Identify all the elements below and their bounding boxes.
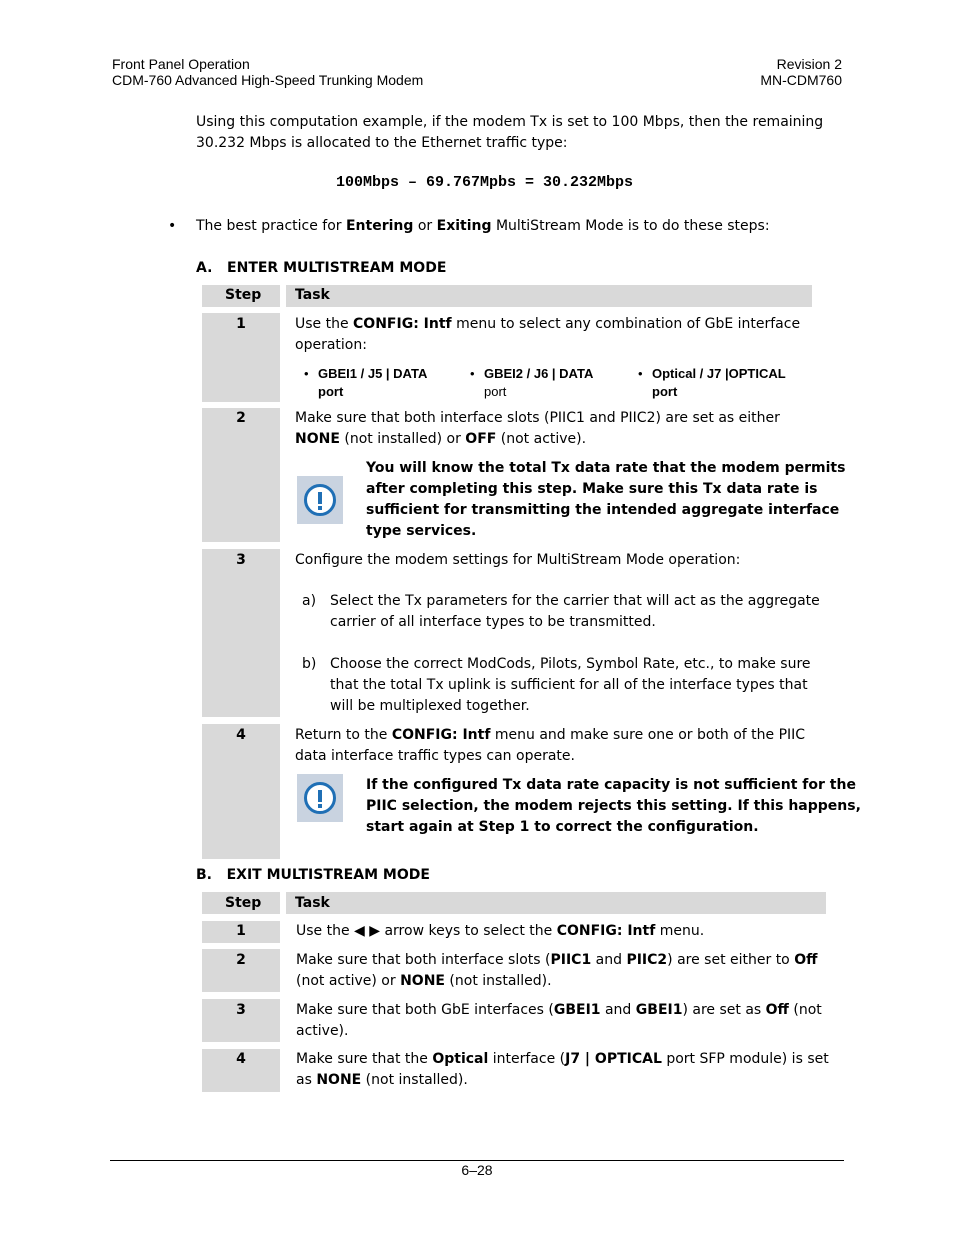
b-step2-line1	[296, 950, 817, 971]
b-step2-piic2: PIIC2	[626, 952, 668, 968]
b-step1-text: arrow keys to select the	[380, 923, 557, 939]
a-step3-intro: Configure the modem settings for MultiStream Mode operation:	[295, 552, 741, 568]
a-step1-text: Use the	[295, 316, 354, 332]
footer-divider	[110, 1160, 844, 1161]
b-step4-text: interface (	[488, 1051, 566, 1067]
a-step2-text: (not active).	[496, 431, 587, 447]
b-step4-text: as	[296, 1072, 317, 1088]
left-right-arrow-icon: ◀ ▶	[354, 923, 381, 939]
a-step2-line2	[295, 429, 586, 450]
table-a-step-num-3: 3	[236, 552, 246, 568]
bullet-glyph: •	[470, 366, 475, 381]
a-step2-note-line4: type services.	[366, 523, 477, 539]
b-step3-text: Make sure that both GbE interfaces (	[296, 1002, 554, 1018]
table-b-step-num-2: 2	[236, 952, 246, 968]
header-right-line2: MN-CDM760	[760, 72, 842, 88]
b-step4-line2	[296, 1070, 468, 1091]
a-step4-line2: data interface traffic types can operate.	[295, 748, 575, 764]
port-item-optical	[638, 365, 786, 401]
b-step2-text: and	[591, 952, 627, 968]
a-step4-text: Return to the	[295, 727, 392, 743]
header-left-line1: Front Panel Operation	[112, 56, 250, 72]
rate-equation: 100Mbps – 69.767Mpbs = 30.232Mbps	[336, 174, 634, 191]
bullet-text: MultiStream Mode is to do these steps:	[491, 218, 770, 234]
b-step3-off: Off	[765, 1002, 789, 1018]
b-step3-gbei1-second: GBEI1	[635, 1002, 683, 1018]
bullet-glyph: •	[638, 366, 643, 381]
table-b-task-header: Task	[295, 895, 330, 911]
b-step2-line2	[296, 971, 552, 992]
b-step1-text: menu.	[655, 923, 705, 939]
a-step3-b-line1: Choose the correct ModCods, Pilots, Symbol Rate, etc., to make sure	[330, 656, 811, 672]
table-a-step-cell-3	[202, 549, 280, 717]
port-gbei1-suffix: port	[318, 384, 344, 399]
port-optical-label: Optical / J7 |OPTICAL	[652, 366, 786, 381]
b-step2-none: NONE	[400, 973, 445, 989]
a-step1-line1	[295, 314, 800, 335]
a-step3-b-line3: will be multiplexed together.	[330, 698, 530, 714]
table-b-task-header-cell	[286, 892, 826, 914]
a-step4-line1	[295, 725, 805, 746]
b-step2-text: ) are set either to	[667, 952, 795, 968]
table-a-step-num-4: 4	[236, 727, 246, 743]
a-step1-menu: CONFIG: Intf	[353, 316, 452, 332]
attention-icon	[297, 476, 343, 524]
intro-paragraph-line2: 30.232 Mbps is allocated to the Ethernet traffic type:	[196, 135, 568, 151]
b-step3-text: ) are set as	[682, 1002, 766, 1018]
table-a-step-header: Step	[225, 287, 262, 303]
bullet-glyph: •	[304, 366, 309, 381]
a-step4-text: menu and make sure one or both of the PIIC	[490, 727, 806, 743]
b-step3-line1	[296, 1000, 822, 1021]
bullet-text: or	[413, 218, 437, 234]
a-step3-a-label: a)	[302, 593, 317, 609]
a-step3-b-label: b)	[302, 656, 317, 672]
a-step2-text: (not installed) or	[339, 431, 466, 447]
page-number: 6–28	[461, 1162, 493, 1178]
table-a-step-num-2: 2	[236, 410, 246, 426]
b-step4-optical: Optical	[432, 1051, 489, 1067]
table-a-task-header: Task	[295, 287, 330, 303]
b-step3-line2: active).	[296, 1023, 349, 1039]
b-step4-text: port SFP module) is set	[661, 1051, 829, 1067]
a-step4-note-line3: start again at Step 1 to correct the configuration.	[366, 819, 759, 835]
a-step3-a-line1: Select the Tx parameters for the carrier that will act as the aggregate	[330, 593, 820, 609]
b-step1-text: Use the	[296, 923, 355, 939]
a-step2-note-line2: after completing this step. Make sure this Tx data rate is	[366, 481, 818, 497]
bullet-bold-entering: Entering	[345, 218, 414, 234]
b-step4-line1	[296, 1049, 829, 1070]
bullet-text: The best practice for	[196, 218, 346, 234]
b-step2-text: (not installed).	[444, 973, 552, 989]
intro-paragraph-line1: Using this computation example, if the modem Tx is set to 100 Mbps, then the remaining	[196, 114, 824, 130]
port-gbei2-suffix: port	[484, 384, 507, 399]
table-a-task-header-cell	[286, 285, 812, 307]
a-step3-a-line2: carrier of all interface types to be transmitted.	[330, 614, 656, 630]
port-item-gbei2	[470, 365, 594, 401]
a-step4-note-line2: PIIC selection, the modem rejects this setting. If this happens,	[366, 798, 861, 814]
b-step2-off: Off	[794, 952, 818, 968]
port-gbei1-label: GBEI1 / J5 | DATA	[318, 366, 428, 381]
b-step4-none: NONE	[316, 1072, 362, 1088]
bullet-glyph: •	[168, 218, 177, 234]
b-step2-text: (not active) or	[296, 973, 401, 989]
a-step1-line2: operation:	[295, 337, 367, 353]
table-b-step-num-1: 1	[236, 923, 246, 939]
b-step1-line1	[296, 921, 704, 942]
a-step3-b-line2: that the total Tx uplink is sufficient for all of the interface types that	[330, 677, 808, 693]
port-item-gbei1	[304, 365, 428, 401]
a-step2-note-line1: You will know the total Tx data rate that the modem permits	[366, 460, 846, 476]
header-right-line1: Revision 2	[776, 56, 842, 72]
b-step4-text: Make sure that the	[296, 1051, 433, 1067]
table-b-step-header: Step	[225, 895, 262, 911]
b-step4-text: (not installed).	[361, 1072, 468, 1088]
port-optical-suffix: port	[652, 384, 678, 399]
b-step3-text: (not	[788, 1002, 822, 1018]
attention-icon	[297, 774, 343, 822]
table-b-step-num-3: 3	[236, 1002, 246, 1018]
b-step4-j7-port: J7 | OPTICAL	[565, 1051, 662, 1067]
section-a-title: A. ENTER MULTISTREAM MODE	[196, 260, 447, 276]
port-gbei2-label: GBEI2 / J6 | DATA	[484, 366, 594, 381]
b-step2-text: Make sure that both interface slots (	[296, 952, 551, 968]
b-step3-gbei1: GBEI1	[553, 1002, 601, 1018]
a-step2-none: NONE	[295, 431, 340, 447]
table-b-step-num-4: 4	[236, 1051, 246, 1067]
header-left-line2: CDM-760 Advanced High-Speed Trunking Modem	[112, 72, 424, 88]
a-step4-note-line1: If the configured Tx data rate capacity is not sufficient for the	[366, 777, 856, 793]
b-step1-menu: CONFIG: Intf	[556, 923, 656, 939]
a-step2-note-line3: sufficient for transmitting the intended aggregate interface	[366, 502, 840, 518]
best-practice-bullet	[168, 216, 770, 237]
b-step3-text: and	[600, 1002, 636, 1018]
b-step2-piic1: PIIC1	[550, 952, 592, 968]
a-step1-text: menu to select any combination of GbE interface	[451, 316, 801, 332]
a-step2-line1: Make sure that both interface slots (PIIC1 and PIIC2) are set as either	[295, 410, 780, 426]
a-step2-off: OFF	[465, 431, 497, 447]
bullet-bold-exiting: Exiting	[436, 218, 492, 234]
section-b-title: B. EXIT MULTISTREAM MODE	[196, 867, 430, 883]
a-step4-menu: CONFIG: Intf	[391, 727, 491, 743]
table-a-step-num-1: 1	[236, 316, 246, 332]
